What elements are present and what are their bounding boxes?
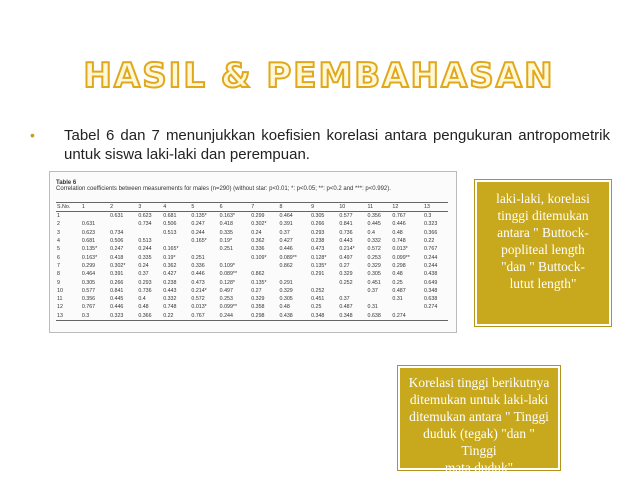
callout-line: ditemukan antara " Tinggi [409,409,549,424]
table-cell: 0.513 [163,229,177,236]
table-cell [278,270,310,278]
table-cell: 0.748 [163,304,177,311]
table-cell: 0.362 [251,238,265,245]
table-row [56,287,448,295]
table-row [56,295,448,303]
table-cell: 0.37 [367,287,378,294]
table-header-cell: 1 [81,203,109,212]
table-cell: 0.293 [311,229,325,236]
table-cell: 0.253 [367,254,381,261]
table-cell: 0.135* [191,213,207,220]
table-cell: 0.302* [110,262,126,269]
table-cell: 0.767 [190,312,218,321]
table-cell: 11 [57,296,63,303]
table-cell: 0.244 [424,262,438,269]
table-row [56,237,448,245]
table-header-cell: 13 [423,203,448,212]
table-cell: 0.497 [339,254,353,261]
table-header-cell: 3 [137,203,162,212]
table-header-cell: 6 [219,203,251,212]
table-cell: 0.135* [251,279,267,286]
table-cell: 0.336 [251,246,265,253]
table-cell: 10 [57,287,63,294]
callout-line: duduk (tegak) "dan " Tinggi [423,426,535,458]
table-cell: 0.298 [250,312,278,321]
table-cell [391,303,423,311]
table-cell: 0.445 [367,221,381,228]
table-cell: 0.767 [424,246,438,253]
table-row [56,220,448,228]
slide-top-band [0,0,638,22]
table-cell [250,262,278,270]
table-cell: 0.348 [310,312,338,321]
table-cell: 0.446 [110,304,124,311]
table-cell: 0.305 [367,271,381,278]
table-cell: 0.165* [191,238,207,245]
table-cell: 0.418 [219,221,233,228]
table-cell: 0.109* [251,254,267,261]
table-cell: 0.438 [424,271,438,278]
table-row [56,312,448,321]
table-cell [190,245,218,253]
table-cell: 0.335 [219,229,233,236]
table-cell: 0.473 [191,279,205,286]
table-cell: 0.767 [81,304,96,311]
table-cell: 0.305 [81,279,96,286]
table-cell: 0.513 [138,238,152,245]
table-cell: 0.299 [81,262,96,269]
table-cell: 0.366 [424,229,438,236]
table-cell: 0.24 [138,262,149,269]
table-cell: 0.451 [311,296,325,303]
table-header-cell: 12 [391,203,423,212]
table-cell: 0.099** [392,254,410,261]
table-cell: 0.31 [392,296,403,303]
table-cell: 0.681 [163,213,177,220]
table-cell: 0.099** [219,304,238,311]
table-cell: 0.577 [339,213,353,220]
table-cell: 0.128* [219,279,235,286]
table-cell: 0.332 [367,238,381,245]
table-cell: 2 [57,221,60,228]
table-cell: 0.24 [251,229,262,236]
table-cell: 0.302* [251,221,267,228]
table-cell: 0.427 [163,271,177,278]
table-row [56,303,448,311]
table-cell: 0.862 [279,262,293,269]
table-cell: 0.163* [81,254,98,261]
table-cell: 0.391 [110,271,124,278]
table-cell: 0.238 [311,238,325,245]
table-cell [367,295,392,303]
table-cell: 0.163* [219,213,235,220]
table-cell: 0.391 [279,221,293,228]
table-cell: 0.293 [138,279,152,286]
table-cell: 0.3 [424,213,432,220]
table-cell: 0.736 [138,287,152,294]
table-cell: 0.247 [191,221,205,228]
table-cell: 0.329 [367,262,381,269]
table-cell: 0.506 [110,238,124,245]
table-row [56,253,448,261]
table-cell: 0.487 [392,287,406,294]
table-cell: 0.487 [339,304,353,311]
table-cell: 0.48 [392,229,403,236]
table-cell: 0.577 [81,287,96,294]
table-cell: 0.329 [339,271,353,278]
table-cell: 0.631 [110,213,124,220]
table-cell: 0.3 [81,312,109,321]
table-header-cell: S.No. [56,203,81,212]
table-cell: 0.638 [424,296,438,303]
table-cell: 4 [57,238,60,245]
table-cell: 0.862 [251,271,265,278]
table-6-image [49,171,457,333]
table-cell: 0.736 [339,229,353,236]
table-cell: 0.25 [392,279,403,286]
table-cell: 0.305 [279,296,293,303]
table-cell [109,220,137,228]
table-cell: 0.841 [339,221,353,228]
table-cell: 0.013* [191,304,207,311]
table-cell: 0.681 [81,238,96,245]
table-cell: 0.348 [338,312,366,321]
table-row [56,270,448,278]
table-cell [81,212,109,221]
table-cell: 0.291 [311,271,325,278]
table-cell: 0.767 [392,213,406,220]
table-cell: 0.291 [279,279,293,286]
table-cell [423,312,448,321]
table-header-cell: 2 [109,203,137,212]
table-cell [137,229,162,237]
table-cell: 0.128* [311,254,327,261]
table-cell: 0.356 [367,213,381,220]
table-header-row [56,203,448,212]
table-header-cell: 9 [310,203,338,212]
table-row [56,262,448,270]
table-cell: 0.305 [311,213,325,220]
table-cell: 0.748 [392,238,406,245]
table-row [56,229,448,237]
table-cell [338,287,366,295]
table-cell: 0.443 [339,238,353,245]
callout-line: popliteal length [501,242,585,257]
callout-line: ditemukan untuk laki-laki [409,392,549,407]
table-row [56,212,448,221]
callout-line: mata duduk" [444,460,514,475]
table-cell: 0.572 [367,246,381,253]
table-cell: 0.266 [311,221,325,228]
table-cell: 0.299 [251,213,265,220]
table-cell: 1 [57,213,60,220]
table-cell: 0.631 [81,221,96,228]
table-header-cell: 5 [190,203,218,212]
table-cell: 0.266 [110,279,124,286]
callout-line: tinggi ditemukan [497,208,589,223]
table-cell: 0.214* [191,287,207,294]
table-cell: 0.323 [109,312,137,321]
table-cell: 0.19* [163,254,176,261]
table-cell: 0.335 [138,254,152,261]
table-cell: 0.366 [137,312,162,321]
table-cell: 0.48 [279,304,290,311]
correlation-table [56,202,448,321]
table-cell: 0.734 [110,229,124,236]
table-cell: 0.253 [219,296,233,303]
table-cell: 0.22 [424,238,435,245]
table-cell: 0.22 [162,312,190,321]
table-cell: 0.089** [219,271,238,278]
table-cell: 0.464 [81,271,96,278]
table-cell: 0.336 [191,262,205,269]
table-cell: 7 [57,262,60,269]
table-cell: 0.4 [367,229,375,236]
table-cell: 0.623 [138,213,152,220]
table-cell: 0.348 [424,287,438,294]
table-cell: 0.19* [219,238,233,245]
table-cell: 0.244 [138,246,152,253]
table-cell: 0.362 [163,262,177,269]
table-row [56,278,448,286]
callout-line: antara " Buttock- [497,225,589,240]
table-cell: 0.329 [279,287,293,294]
callout-line: lutut length" [509,276,577,291]
callout-line: Korelasi tinggi berikutnya [408,375,550,390]
table-cell: 0.31 [367,304,378,311]
table-header-cell: 8 [278,203,310,212]
table-body [56,212,448,321]
table-cell: 0.638 [367,312,392,321]
table-cell: 0.649 [424,279,438,286]
table-cell [219,253,251,261]
table-cell: 0.4 [138,296,146,303]
table-cell: 0.446 [279,246,293,253]
table-cell: 0.244 [424,254,438,261]
table-row [56,245,448,253]
table-cell: 0.445 [110,296,124,303]
table-cell: 0.506 [163,221,177,228]
bullet-icon: • [30,127,35,143]
table-cell: 0.438 [278,312,310,321]
bullet-text: Tabel 6 dan 7 menunjukkan koefisien korelasi antara pengukuran antropometrik untuk siswa laki-laki dan perempuan. [64,127,610,163]
callout-line: laki-laki, korelasi [496,191,590,206]
table-cell: 0.332 [163,296,177,303]
table-cell: 0.323 [424,221,438,228]
table-cell: 0.48 [392,271,403,278]
table-cell: 0.135* [81,246,98,253]
table-cell: 0.427 [279,238,293,245]
table-cell: 0.165* [163,246,179,253]
table-cell: 0.451 [367,279,381,286]
table-cell: 0.464 [279,213,293,220]
table-cell: 0.446 [392,221,406,228]
table-cell: 8 [57,271,60,278]
callout-male-correlation [475,180,611,326]
slide-title: HASIL & PEMBAHASAN [83,56,555,96]
table-cell: 0.089** [279,254,297,261]
table-cell: 0.623 [81,229,96,236]
table-cell: 0.446 [191,271,205,278]
bullet-item [30,126,610,164]
callout-next-correlation [398,366,560,475]
callout-line: "dan " Buttock- [501,259,585,274]
table-cell: 0.27 [251,287,262,294]
table-cell: 0.497 [219,287,233,294]
table-cell: 0.247 [110,246,124,253]
table-cell: 0.244 [219,312,251,321]
table-cell: 13 [56,312,81,321]
table-cell: 5 [57,246,60,253]
table-cell: 0.274 [391,312,423,321]
table-cell: 0.418 [110,254,124,261]
table-cell: 0.238 [163,279,177,286]
table-cell: 0.27 [339,262,350,269]
table-cell: 0.25 [311,304,322,311]
table-cell: 6 [57,254,60,261]
table-cell: 0.356 [81,296,96,303]
table-cell: 0.274 [424,304,438,311]
table-cell: 0.473 [311,246,325,253]
table-header-cell: 11 [367,203,392,212]
table-label: Table 6 [56,180,77,186]
table-cell [162,237,190,245]
table-cell: 0.358 [251,304,265,311]
table-cell: 0.37 [339,296,350,303]
table-cell: 0.135* [311,262,327,269]
table-cell: 0.244 [191,229,205,236]
table-cell: 3 [57,229,60,236]
table-cell: 0.214* [339,246,355,253]
table-cell: 0.251 [191,254,205,261]
table-cell: 0.734 [138,221,152,228]
table-cell: 0.37 [138,271,149,278]
table-cell: 0.109* [219,262,235,269]
table-cell: 12 [57,304,63,311]
table-header-cell: 4 [162,203,190,212]
table-header-cell: 7 [250,203,278,212]
table-cell: 9 [57,279,60,286]
table-cell: 0.298 [392,262,406,269]
table-cell: 0.252 [339,279,353,286]
table-caption-text: Correlation coefficients between measurements for males (n=290) (without star: p<0.01; *: p<0.05; **: p<0.2 and ***: p<0.992). [56,186,391,192]
table-cell: 0.37 [279,229,290,236]
table-cell: 0.841 [110,287,124,294]
table-cell: 0.572 [191,296,205,303]
table-cell [310,278,338,286]
table-cell: 0.013* [392,246,408,253]
table-cell: 0.251 [219,246,233,253]
table-cell: 0.443 [163,287,177,294]
table-cell: 0.48 [138,304,149,311]
table-caption [56,180,391,192]
table-cell: 0.252 [311,287,325,294]
table-cell: 0.329 [251,296,265,303]
table-header-cell: 10 [338,203,366,212]
